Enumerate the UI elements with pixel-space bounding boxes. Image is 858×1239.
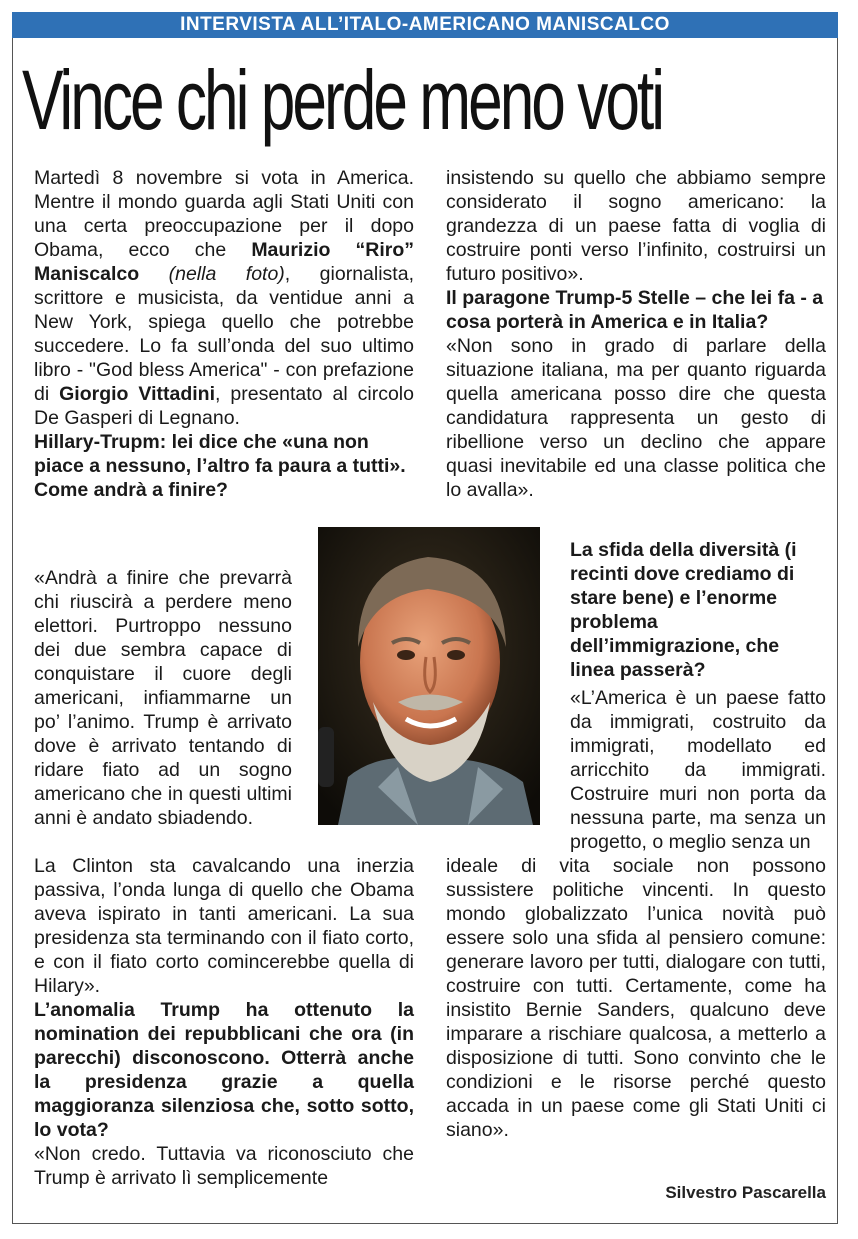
- preface-author: Giorgio Vittadini: [59, 383, 215, 405]
- photo-note: (nella foto): [139, 263, 285, 285]
- portrait-illustration: [318, 527, 540, 825]
- question-4: La sfida della diversità (i recinti dove crediamo di stare bene) e l’enorme problema dell’immigrazione, che linea passerà?: [570, 539, 797, 681]
- headline: Vince chi perde meno voti: [22, 53, 663, 147]
- question-2: L’anomalia Trump ha ottenuto la nomination dei repubblicani che ora (in parecchi) disconoscono. Otterrà anche la presidenza grazie a quella maggioranza silenziosa che, sotto sotto, lo vota?: [34, 999, 414, 1141]
- interviewee-name: Maurizio “Riro” Maniscalco: [34, 239, 414, 285]
- column-right-bottom: [446, 854, 826, 1184]
- intro-paragraph: Martedì 8 novembre si vota in America. Mentre il mondo guarda agli Stati Uniti con una certa preoccupazione per il dopo Obama, ecco che Maurizio “Riro” Maniscalco (nella foto), giornalista, scrittore e musicista, da ventidue anni a New York, spiega quello che potrebbe succedere. Lo fa sull’onda del suo ultimo libro - "God bless America" - con prefazione di Giorgio Vittadini, presentato al circolo De Gasperi di Legnano.: [34, 167, 414, 429]
- answer-3: «Non sono in grado di parlare della situazione italiana, ma per quanto riguarda quella americana posso dire che questa candidatura rappresenta un gesto di ribellione verso un declino che appare quasi inevitabile ed una classe politica che lo avalla».: [446, 335, 826, 501]
- interviewee-photo: [318, 527, 540, 825]
- question-3: Il paragone Trump-5 Stelle – che lei fa - a cosa porterà in America e in Italia?: [446, 287, 824, 333]
- column-right-lower: [570, 686, 826, 854]
- column-left: [34, 166, 414, 502]
- column-left-bottom: [34, 854, 414, 1190]
- author-signature: Silvestro Pascarella: [665, 1183, 826, 1202]
- answer-2-continued: insistendo su quello che abbiamo sempre considerato il sogno americano: la grandezza di un paese fatta di voglia di costruire ponti verso l’infinito, costruirsi un futuro positivo».: [446, 167, 826, 285]
- answer-4-continued: ideale di vita sociale non possono sussistere politiche vincenti. In questo mondo globalizzato l’unica novità può essere solo una sfida al pensiero comune: generare lavoro per tutti, dialogare con tutti, costruire con tutti. Certamente, come ha insistito Bernie Sanders, qualcuno deve imparare a rischiare qualcosa, a metterlo a disposizione di tutti. Sono convinto che le condizioni e le risorse perché questo accada in un paese come gli Stati Uniti ci siano».: [446, 855, 826, 1141]
- column-right-middle: [570, 538, 826, 682]
- column-left-lower: [34, 566, 292, 830]
- column-right: [446, 166, 826, 502]
- kicker-bar: INTERVISTA ALL’ITALO-AMERICANO MANISCALCO: [12, 12, 838, 38]
- question-1: Hillary-Trupm: lei dice che «una non piace a nessuno, l’altro fa paura a tutti». Come andrà a finire?: [34, 431, 406, 501]
- answer-1: «Andrà a finire che prevarrà chi riuscirà a perdere meno elettori. Purtroppo nessuno dei due sembra capace di conquistare il cuore degli americani, infiammarne un po’ l’animo. Trump è arrivato dove è arrivato tentando di ridare fiato ad un sogno americano che in questi ultimi anni è andato sbiadendo.: [34, 567, 292, 829]
- answer-4: «L’America è un paese fatto da immigrati, costruito da immigrati, modellato ed arricchito da immigrati. Costruire muri non porta da nessuna parte, ma senza un progetto, o meglio senza un: [570, 687, 826, 853]
- answer-2: «Non credo. Tuttavia va riconosciuto che Trump è arrivato lì semplicemente: [34, 1143, 414, 1189]
- answer-1b: La Clinton sta cavalcando una inerzia passiva, l’onda lunga di quello che Obama aveva ispirato in tanti americani. La sua presidenza sta terminando con il fiato corto, e con il fiato corto comincerebbe quella di Hilary».: [34, 855, 414, 997]
